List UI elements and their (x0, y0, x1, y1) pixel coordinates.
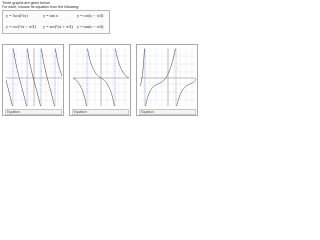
equation-option-6: y = tan(x − π/4) (77, 24, 104, 29)
equation-answer-label-3: Equation: (141, 109, 155, 114)
graph-3 (138, 46, 198, 108)
graph-panel-2 (69, 44, 131, 116)
instructions-line-1: Three graphs are given below. (2, 1, 51, 5)
graph-panel-3 (136, 44, 198, 116)
equation-answer-select-2[interactable] (72, 109, 129, 115)
graph-panel-1 (2, 44, 64, 116)
equation-answer-select-3[interactable] (139, 109, 196, 115)
instructions (2, 1, 79, 10)
equation-option-5: y = sec(½x + π/4) (43, 24, 73, 29)
equation-answer-select-1[interactable] (5, 109, 62, 115)
equation-options-box (2, 10, 110, 34)
graph-2 (71, 46, 131, 108)
graph-1 (4, 46, 64, 108)
equation-option-3: y = cot(x − π/4) (77, 13, 104, 18)
equation-answer-label-1: Equation: (7, 109, 21, 114)
instructions-line-2: For each, choose its equation from the following: (2, 5, 80, 10)
equation-answer-label-2: Equation: (74, 109, 88, 114)
equation-option-4: y = csc(½x − π/4) (6, 24, 36, 29)
equation-option-2: y = tan x (43, 13, 58, 18)
equation-option-1: y = 3cot(½x) (6, 13, 28, 18)
